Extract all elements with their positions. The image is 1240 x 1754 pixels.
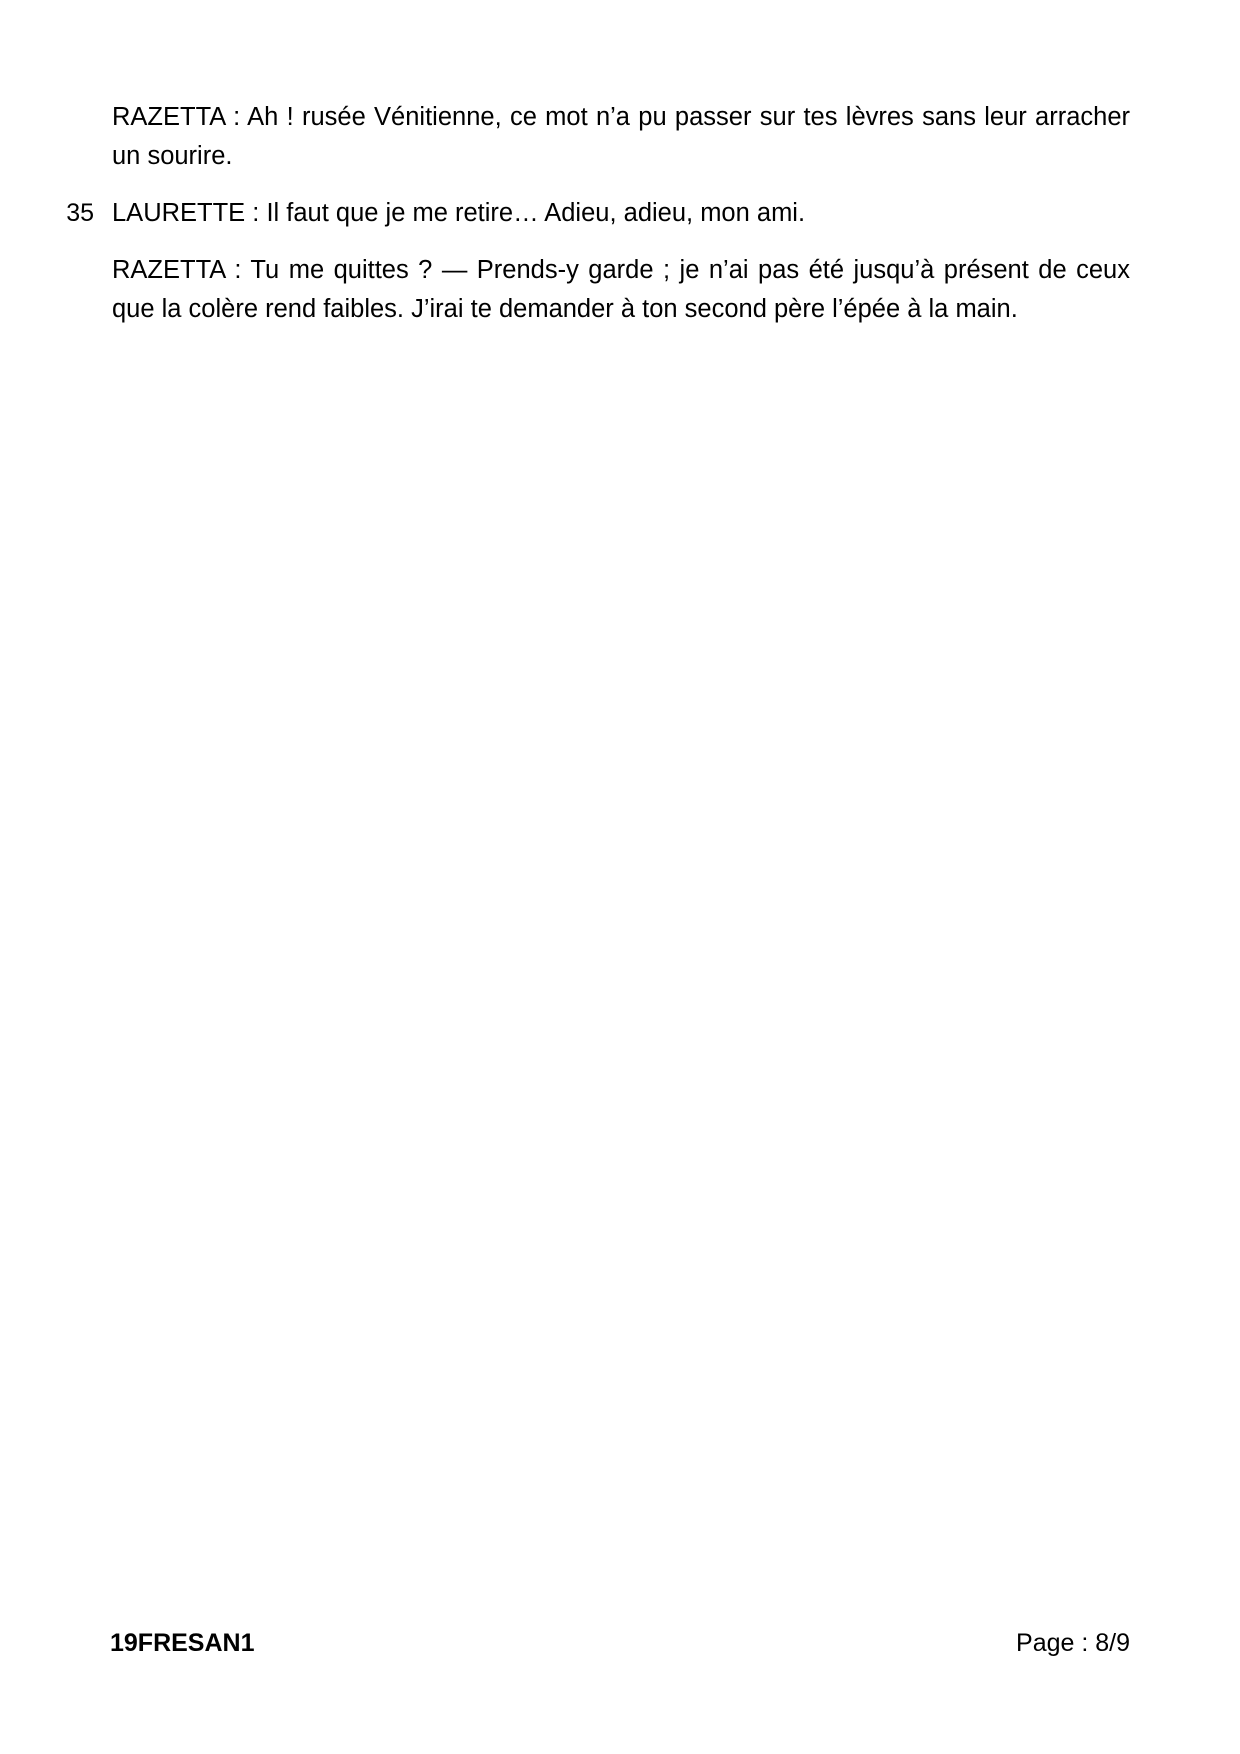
dialogue-block	[110, 251, 1130, 329]
footer-exam-code: 19FRESAN1	[110, 1629, 255, 1657]
line-number: 35	[66, 199, 94, 227]
dialogue-block	[66, 194, 1130, 233]
dialogue-block	[110, 98, 1130, 176]
dialogue-text: RAZETTA : Ah ! rusée Vénitienne, ce mot n’a pu passer sur tes lèvres sans leur arracher un sourire.	[112, 103, 1130, 170]
dialogue-text: RAZETTA : Tu me quittes ? — Prends-y garde ; je n’ai pas été jusqu’à présent de ceux que la colère rend faibles. J’irai te demander à ton second père l’épée à la main.	[112, 256, 1130, 323]
page-footer	[110, 1629, 1130, 1658]
footer-page-number: Page : 8/9	[1016, 1629, 1130, 1657]
document-body	[66, 98, 1130, 347]
dialogue-text: LAURETTE : Il faut que je me retire… Adieu, adieu, mon ami.	[112, 199, 806, 227]
